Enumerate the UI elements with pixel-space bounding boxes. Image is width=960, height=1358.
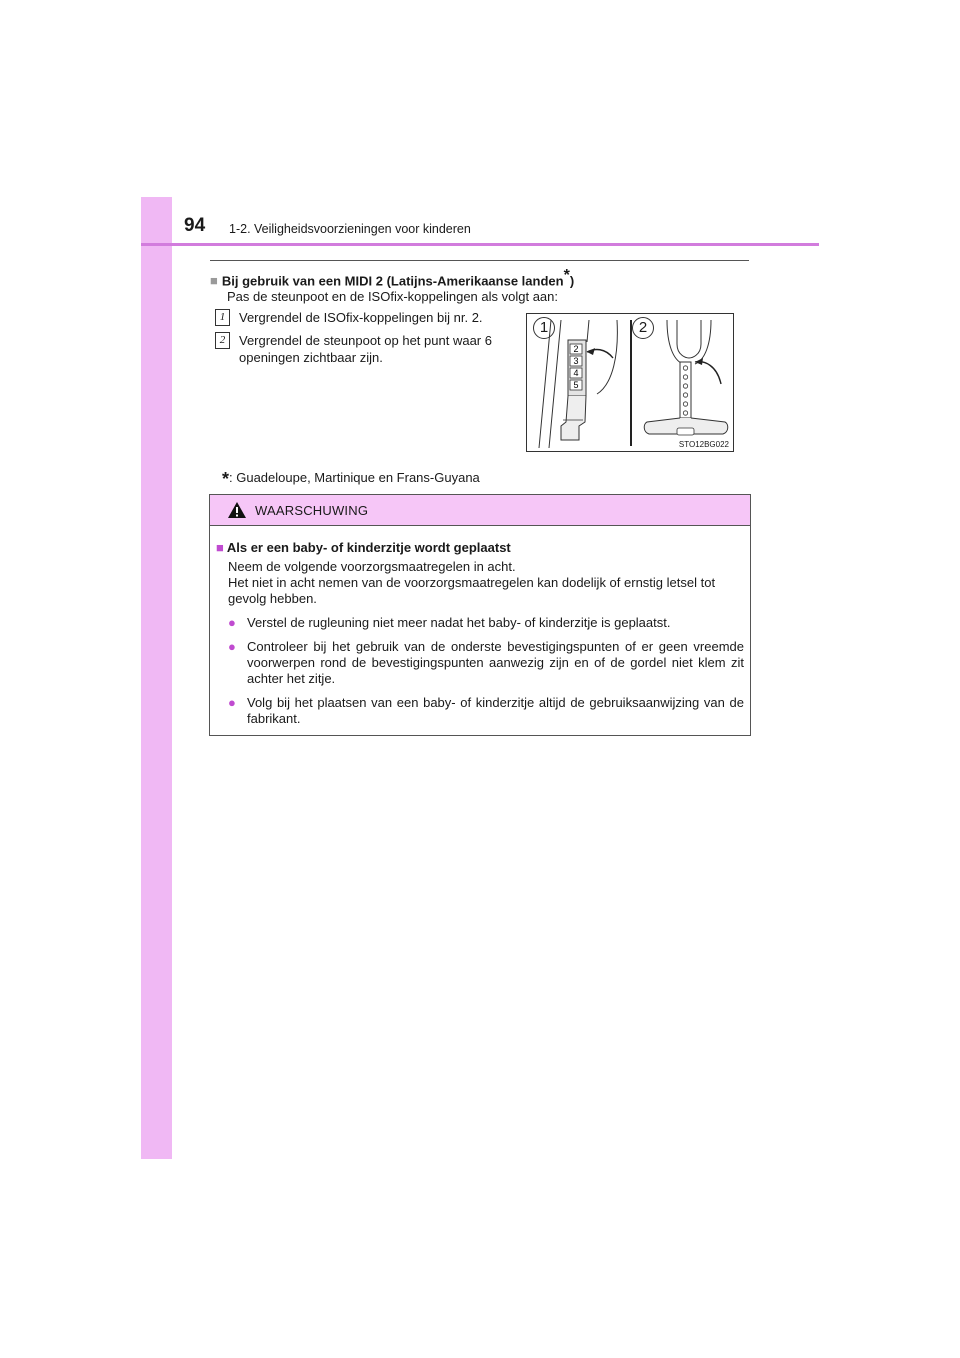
illustration-drawing <box>527 314 733 451</box>
position-label-3: 3 <box>573 356 579 366</box>
step-number-2: 2 <box>215 332 230 349</box>
step-text-1: Vergrendel de ISOfix-koppelingen bij nr. 2. <box>239 310 483 325</box>
footnote-marker: * <box>563 267 570 284</box>
step-text-2: Vergrendel de steunpoot op het punt waar 6 openingen zichtbaar zijn. <box>239 333 492 365</box>
warning-bullet-1: ● Verstel de rugleuning niet meer nadat het baby- of kinderzitje is geplaatst. <box>228 615 671 630</box>
page-number: 94 <box>184 215 206 236</box>
warning-box <box>209 494 751 736</box>
warning-subtitle: ■ Als er een baby- of kinderzitje wordt geplaatst <box>216 540 511 555</box>
warning-paragraph-1: Neem de volgende voorzorgsmaatregelen in acht. <box>228 559 516 574</box>
step-number-1: 1 <box>215 309 230 326</box>
warning-paragraph-2: Het niet in acht nemen van de voorzorgsmaatregelen kan dodelijk of ernstig letsel tot gevolg hebben. <box>228 575 716 606</box>
figure-code: STO12BG022 <box>678 440 729 449</box>
warning-title: WAARSCHUWING <box>255 503 369 518</box>
bullet-dot-icon: ● <box>228 639 236 654</box>
illustration-isofix-support-leg <box>526 313 734 452</box>
section-intro: Pas de steunpoot en de ISOfix-koppelingen als volgt aan: <box>227 289 558 304</box>
square-bullet-icon: ■ <box>210 273 218 289</box>
square-bullet-icon: ■ <box>216 540 224 555</box>
warning-header <box>210 495 750 526</box>
footnote: *: Guadeloupe, Martinique en Frans-Guyana <box>222 469 480 489</box>
position-label-5: 5 <box>573 380 579 390</box>
warning-triangle-icon <box>227 501 247 519</box>
side-band <box>141 197 172 1159</box>
section-rule <box>210 260 749 261</box>
bullet-dot-icon: ● <box>228 695 236 710</box>
section-title: ■ Bij gebruik van een MIDI 2 (Latijns-Amerikaanse landen*) <box>210 267 575 289</box>
position-label-2: 2 <box>573 344 579 354</box>
chapter-title: 1-2. Veiligheidsvoorzieningen voor kinderen <box>229 222 471 236</box>
position-label-4: 4 <box>573 368 579 378</box>
bullet-dot-icon: ● <box>228 615 236 630</box>
warning-bullet-2: ● Controleer bij het gebruik van de onderste bevestigingspunten of er geen vreemde voorwerpen rond de bevestigingspunten aanwezig zijn en of de gordel niet klem zit achter het zitje. <box>228 639 744 686</box>
header-rule <box>141 243 819 246</box>
figure-label-1: 1 <box>533 317 555 339</box>
warning-body <box>216 540 744 727</box>
figure-label-2: 2 <box>632 317 654 339</box>
footnote-star: * <box>222 469 230 489</box>
warning-bullet-3: ● Volg bij het plaatsen van een baby- of kinderzitje altijd de gebruiksaanwijzing van de fabrikant. <box>228 695 744 726</box>
